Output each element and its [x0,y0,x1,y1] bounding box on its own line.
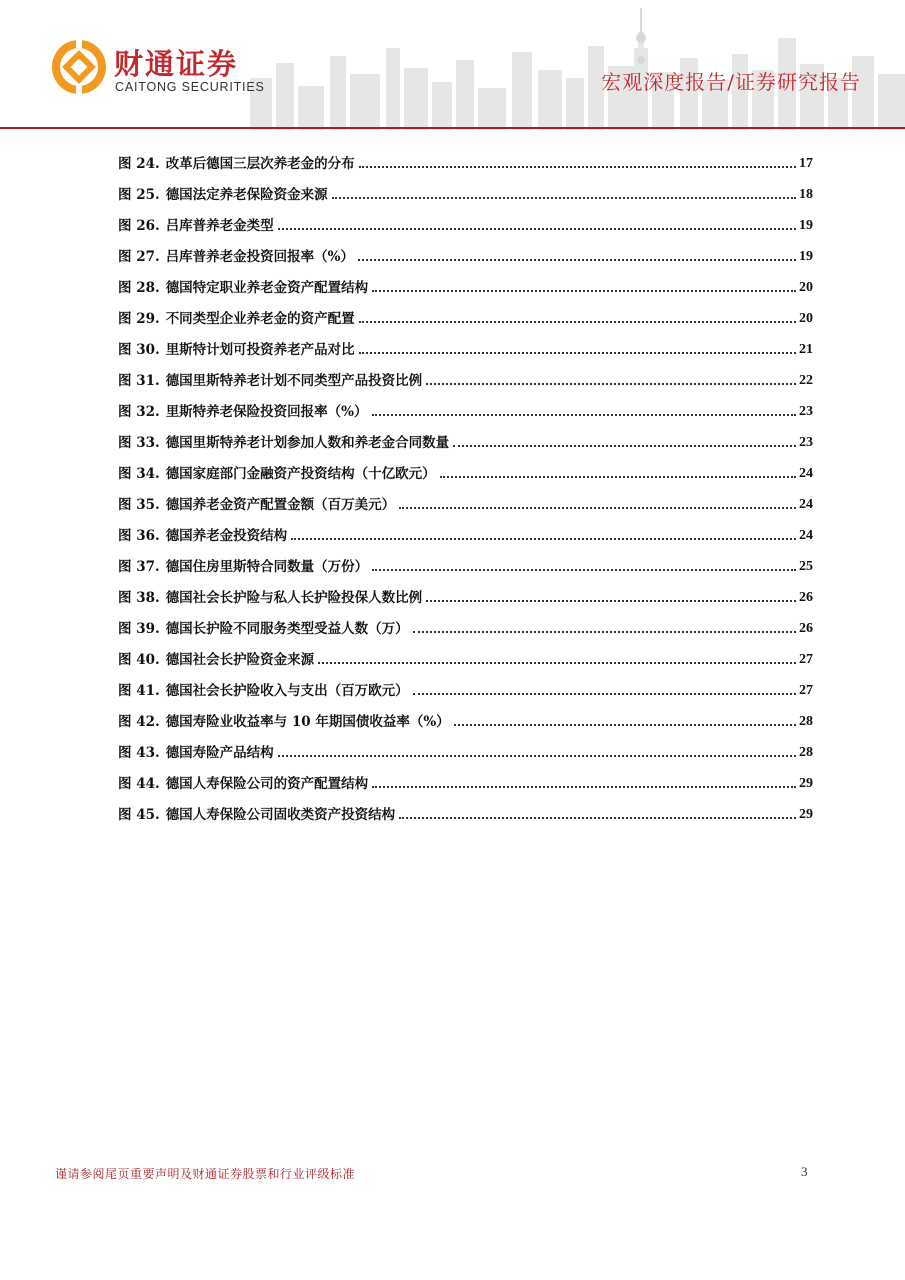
figure-page-number: 22 [799,373,813,388]
dot-leader [359,166,796,168]
dot-leader [332,197,796,199]
figure-number: 图 38. [118,590,160,606]
dot-leader [426,600,796,602]
figure-page-number: 26 [799,590,813,605]
figure-title: 吕库普养老金类型 [165,218,274,234]
report-type-label: 宏观深度报告/证券研究报告 [601,70,861,94]
toc-entry[interactable] [118,637,813,668]
figure-page-number: 29 [799,776,813,791]
figure-number: 图 42. [118,714,160,730]
figure-number: 图 25. [118,187,160,203]
figure-title: 德国社会长护险收入与支出（百万欧元） [165,683,409,699]
figure-title: 德国法定养老保险资金来源 [165,187,328,203]
toc-entry[interactable] [118,513,813,544]
figure-title: 吕库普养老金投资回报率（%） [165,249,355,265]
dot-leader [278,228,796,230]
page-number: 3 [801,1164,808,1179]
toc-entry[interactable] [118,420,813,451]
toc-entry[interactable] [118,761,813,792]
figure-page-number: 24 [799,528,813,543]
toc-entry[interactable] [118,265,813,296]
figure-title: 德国家庭部门金融资产投资结构（十亿欧元） [165,466,436,482]
dot-leader [372,786,796,788]
figure-page-number: 20 [799,280,813,295]
figure-number: 图 43. [118,745,160,761]
dot-leader [399,507,796,509]
toc-entry[interactable] [118,234,813,265]
figure-number: 图 45. [118,807,160,823]
dot-leader [358,259,796,261]
figure-page-number: 19 [799,249,813,264]
dot-leader [372,569,796,571]
figure-number: 图 29. [118,311,160,327]
figure-title: 德国里斯特养老计划不同类型产品投资比例 [165,373,423,389]
toc-entry[interactable] [118,668,813,699]
toc-entry[interactable] [118,606,813,637]
brand-name-en: CAITONG SECURITIES [115,80,265,94]
toc-entry[interactable] [118,730,813,761]
toc-entry[interactable] [118,296,813,327]
dot-leader [426,383,796,385]
page-header [0,0,905,132]
figure-page-number: 28 [799,714,813,729]
figure-number: 图 31. [118,373,160,389]
figure-number: 图 27. [118,249,160,265]
figure-page-number: 19 [799,218,813,233]
header-divider [0,127,905,129]
figure-number: 图 35. [118,497,160,513]
figure-number: 图 32. [118,404,160,420]
dot-leader [278,755,796,757]
dot-leader [318,662,796,664]
toc-entry[interactable] [118,141,813,172]
toc-entry[interactable] [118,575,813,606]
toc-entry[interactable] [118,358,813,389]
figure-number: 图 36. [118,528,160,544]
figure-number: 图 44. [118,776,160,792]
figure-page-number: 28 [799,745,813,760]
figure-page-number: 24 [799,466,813,481]
figure-title: 德国住房里斯特合同数量（万份） [165,559,369,575]
figure-title: 德国寿险产品结构 [165,745,274,761]
figure-title: 德国寿险业收益率与 10 年期国债收益率（%） [165,714,450,730]
toc-entry[interactable] [118,451,813,482]
figure-number: 图 39. [118,621,160,637]
dot-leader [372,290,796,292]
dot-leader [372,414,796,416]
figure-title: 改革后德国三层次养老金的分布 [165,156,355,172]
figure-number: 图 28. [118,280,160,296]
figure-page-number: 20 [799,311,813,326]
toc-entry[interactable] [118,482,813,513]
figure-number: 图 33. [118,435,160,451]
figure-page-number: 26 [799,621,813,636]
toc-entry[interactable] [118,389,813,420]
toc-entry[interactable] [118,172,813,203]
dot-leader [453,445,796,447]
disclaimer-note: 谨请参阅尾页重要声明及财通证券股票和行业评级标准 [55,1167,356,1181]
toc-entry[interactable] [118,544,813,575]
figure-number: 图 37. [118,559,160,575]
figure-page-number: 23 [799,435,813,450]
figure-title: 德国社会长护险与私人长护险投保人数比例 [165,590,423,606]
dot-leader [413,693,796,695]
figure-title: 不同类型企业养老金的资产配置 [165,311,355,327]
figure-title: 德国养老金资产配置金额（百万美元） [165,497,396,513]
figure-title: 德国养老金投资结构 [165,528,288,544]
dot-leader [440,476,796,478]
dot-leader [291,538,796,540]
toc-entry[interactable] [118,699,813,730]
figure-number: 图 34. [118,466,160,482]
toc-entry[interactable] [118,203,813,234]
figure-title: 里斯特养老保险投资回报率（%） [165,404,368,420]
figure-page-number: 18 [799,187,813,202]
figure-number: 图 26. [118,218,160,234]
figure-page-number: 24 [799,497,813,512]
toc-entry[interactable] [118,792,813,823]
caitong-logo-icon [50,38,108,96]
figure-title: 德国人寿保险公司的资产配置结构 [165,776,369,792]
figure-page-number: 25 [799,559,813,574]
dot-leader [413,631,796,633]
brand-name-cn: 财通证券 [114,47,239,81]
figure-title: 德国人寿保险公司固收类资产投资结构 [165,807,396,823]
figure-page-number: 21 [799,342,813,357]
figure-number: 图 41. [118,683,160,699]
figure-title: 德国特定职业养老金资产配置结构 [165,280,369,296]
figure-title: 德国长护险不同服务类型受益人数（万） [165,621,409,637]
toc-entry[interactable] [118,327,813,358]
figure-page-number: 17 [799,156,813,171]
figure-title: 德国社会长护险资金来源 [165,652,315,668]
figure-title: 里斯特计划可投资养老产品对比 [165,342,355,358]
figure-number: 图 24. [118,156,160,172]
dot-leader [454,724,796,726]
figure-title: 德国里斯特养老计划参加人数和养老金合同数量 [165,435,450,451]
figure-page-number: 27 [799,683,813,698]
figure-page-number: 27 [799,652,813,667]
dot-leader [359,321,796,323]
figure-number: 图 40. [118,652,160,668]
figure-index-list [118,141,813,823]
figure-page-number: 29 [799,807,813,822]
dot-leader [359,352,796,354]
figure-number: 图 30. [118,342,160,358]
dot-leader [399,817,796,819]
figure-page-number: 23 [799,404,813,419]
